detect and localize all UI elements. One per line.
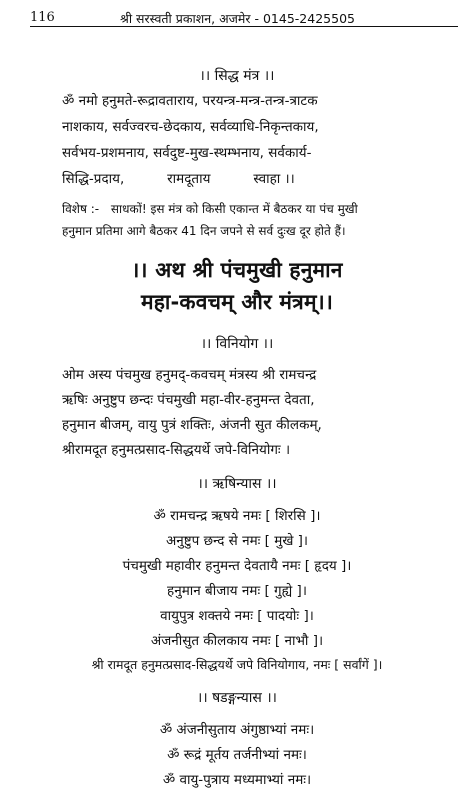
shadanganyas-line: ॐ रूद्रं मूर्तय तर्जनीभ्यां नमः। bbox=[167, 747, 307, 763]
note-line-2: हनुमान प्रतिमा आगे बैठकर 41 दिन जपने से सर्व दुःख दूर होते हैं। bbox=[62, 224, 346, 238]
siddh-mantra-line: ॐ नमो हनुमते-रूद्रावताराय, परयन्त्र-मन्त्र-तन्त्र-त्राटक bbox=[62, 93, 318, 109]
shadanganyas-heading: ।। षडङ्गन्यास ।। bbox=[197, 690, 277, 706]
shadanganyas-line: ॐ वायु-पुत्राय मध्यमाभ्यां नमः। bbox=[162, 772, 312, 788]
viniyog-line: श्रीरामदूत हनुमत्प्रसाद-सिद्धयर्थे जपे-विनियोगः । bbox=[62, 442, 291, 458]
main-title-line-2: महा-कवचम् और मंत्रम्।। bbox=[140, 290, 334, 314]
shadanganyas-line: ॐ अंजनीसुताय अंगुष्ठाभ्यां नमः। bbox=[159, 722, 315, 738]
main-title-line-1: ।। अथ श्री पंचमुखी हनुमान bbox=[131, 258, 343, 282]
note-line-1 bbox=[62, 200, 358, 217]
running-title: श्री सरस्वती प्रकाशन, अजमेर - 0145-2425505 bbox=[120, 11, 355, 26]
viniyog-heading: ।। विनियोग ।। bbox=[200, 336, 274, 352]
rishinyas-line: श्री रामदूत हनुमत्प्रसाद-सिद्धयर्थे जपे विनियोगाय, नमः [ सर्वांगें ]। bbox=[91, 657, 383, 672]
siddh-mantra-heading: ।। सिद्ध मंत्र ।। bbox=[199, 68, 275, 84]
siddh-mantra-line: सिद्धि-प्रदाय, रामदूताय स्वाहा ।। bbox=[62, 171, 295, 187]
siddh-mantra-line: नाशकाय, सर्वज्वरच-छेदकाय, सर्वव्याधि-निकृन्तकाय, bbox=[62, 119, 319, 135]
note-text: साधकों! इस मंत्र को किसी एकान्त में बैठकर या पंच मुखी bbox=[110, 202, 358, 216]
rishinyas-heading: ।। ऋषिन्यास ।। bbox=[197, 476, 277, 492]
rishinyas-line: हनुमान बीजाय नमः [ गुह्ये ]। bbox=[167, 583, 307, 599]
header-rule bbox=[30, 26, 458, 27]
page-number: 116 bbox=[30, 10, 55, 25]
rishinyas-line: अनुष्टुप छन्द से नमः [ मुखे ]। bbox=[165, 533, 309, 549]
note-label: विशेष :- bbox=[62, 202, 100, 216]
rishinyas-line: वायुपुत्र शक्तये नमः [ पादयोः ]। bbox=[160, 608, 314, 624]
viniyog-line: ऋषिः अनुष्टुप छन्दः पंचमुखी महा-वीर-हनुमन्त देवता, bbox=[62, 392, 315, 408]
rishinyas-line: पंचमुखी महावीर हनुमन्त देवतायै नमः [ हृदय ]। bbox=[122, 558, 352, 574]
rishinyas-line: ॐ रामचन्द्र ऋषये नमः [ शिरसि ]। bbox=[153, 508, 321, 524]
viniyog-line: ओम अस्य पंचमुख हनुमद्-कवचम् मंत्रस्य श्री रामचन्द्र bbox=[62, 367, 317, 383]
rishinyas-line: अंजनीसुत कीलकाय नमः [ नाभौ ]। bbox=[150, 633, 324, 649]
siddh-mantra-line: सर्वभय-प्रशमनाय, सर्वदुष्ट-मुख-स्थम्भनाय, सर्वकार्य- bbox=[62, 145, 312, 161]
viniyog-line: हनुमान बीजम्, वायु पुत्रं शक्तिः, अंजनी सुत कीलकम्, bbox=[62, 417, 322, 433]
